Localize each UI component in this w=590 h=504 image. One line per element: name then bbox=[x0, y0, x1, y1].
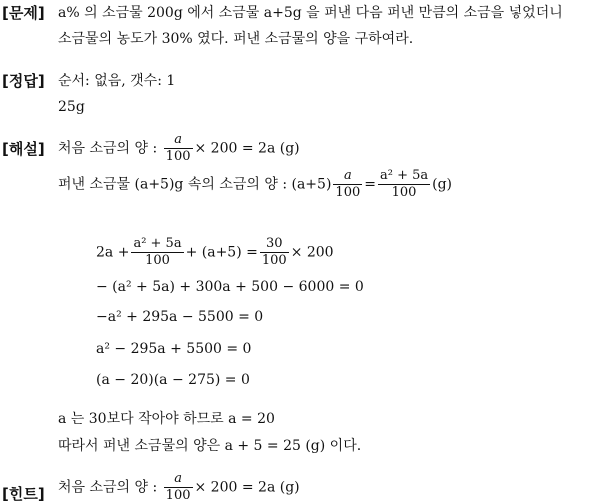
fraction bbox=[378, 168, 430, 201]
fraction-denominator: 100 bbox=[261, 253, 287, 268]
problem-line-2: 소금물의 농도가 30% 였다. 퍼낸 소금물의 양을 구하여라. bbox=[58, 31, 414, 47]
fraction bbox=[164, 132, 193, 165]
fraction-numerator: a bbox=[333, 168, 362, 185]
fraction-numerator: a² + 5a bbox=[379, 168, 429, 183]
equals-sign: = bbox=[364, 176, 376, 193]
equation-2: − (a² + 5a) + 300a + 500 − 6000 = 0 bbox=[96, 279, 364, 295]
equation-1-post: × 200 bbox=[290, 244, 334, 261]
fraction-denominator: 100 bbox=[165, 149, 191, 164]
solution-line-2-pre: 퍼낸 소금물 (a+5)g 속의 소금의 양 : (a+5) bbox=[58, 176, 332, 193]
fraction-denominator: 100 bbox=[145, 253, 170, 268]
solution-line-1 bbox=[58, 132, 300, 165]
equation-1-pre: 2a + bbox=[96, 244, 130, 261]
solution-label: [해설] bbox=[2, 140, 45, 158]
hint-label: [힌트] bbox=[2, 485, 45, 503]
fraction-denominator: 100 bbox=[335, 185, 361, 200]
solution-line-1-pre: 처음 소금의 양 : bbox=[58, 140, 162, 157]
answer-label: [정답] bbox=[2, 72, 45, 90]
solution-line-1-post: × 200 = 2a (g) bbox=[194, 140, 300, 157]
hint-line-1-post: × 200 = 2a (g) bbox=[194, 479, 300, 496]
fraction-numerator: 30 bbox=[260, 236, 289, 253]
fraction-numerator: a² + 5a bbox=[133, 236, 182, 251]
fraction bbox=[131, 236, 183, 269]
fraction bbox=[260, 236, 289, 269]
answer-line-1: 순서: 없음, 갯수: 1 bbox=[58, 73, 176, 89]
equation-1 bbox=[96, 236, 334, 269]
solution-line-2 bbox=[58, 168, 452, 201]
conclusion-line-2: 따라서 퍼낸 소금물의 양은 a + 5 = 25 (g) 이다. bbox=[58, 438, 362, 454]
fraction-denominator: 100 bbox=[391, 185, 417, 200]
fraction-numerator: a bbox=[164, 132, 193, 149]
fraction-denominator: 100 bbox=[165, 488, 191, 503]
fraction bbox=[333, 168, 362, 201]
problem-label: [문제] bbox=[2, 4, 45, 22]
equation-4: a² − 295a + 5500 = 0 bbox=[96, 341, 252, 357]
hint-line-1 bbox=[58, 471, 300, 504]
equation-3: −a² + 295a − 5500 = 0 bbox=[96, 309, 264, 325]
equation-5: (a − 20)(a − 275) = 0 bbox=[96, 372, 250, 388]
fraction bbox=[164, 471, 193, 504]
conclusion-line-1: a 는 30보다 작아야 하므로 a = 20 bbox=[58, 411, 275, 427]
problem-line-1: a% 의 소금물 200g 에서 소금물 a+5g 을 퍼낸 다음 퍼낸 만큼의 소금을 넣었더니 bbox=[58, 5, 563, 21]
fraction-numerator: a bbox=[164, 471, 193, 488]
solution-line-2-post: (g) bbox=[432, 176, 453, 193]
equation-1-mid: + (a+5) = bbox=[185, 244, 258, 261]
hint-line-1-pre: 처음 소금의 양 : bbox=[58, 479, 162, 496]
answer-line-2: 25g bbox=[58, 99, 85, 115]
